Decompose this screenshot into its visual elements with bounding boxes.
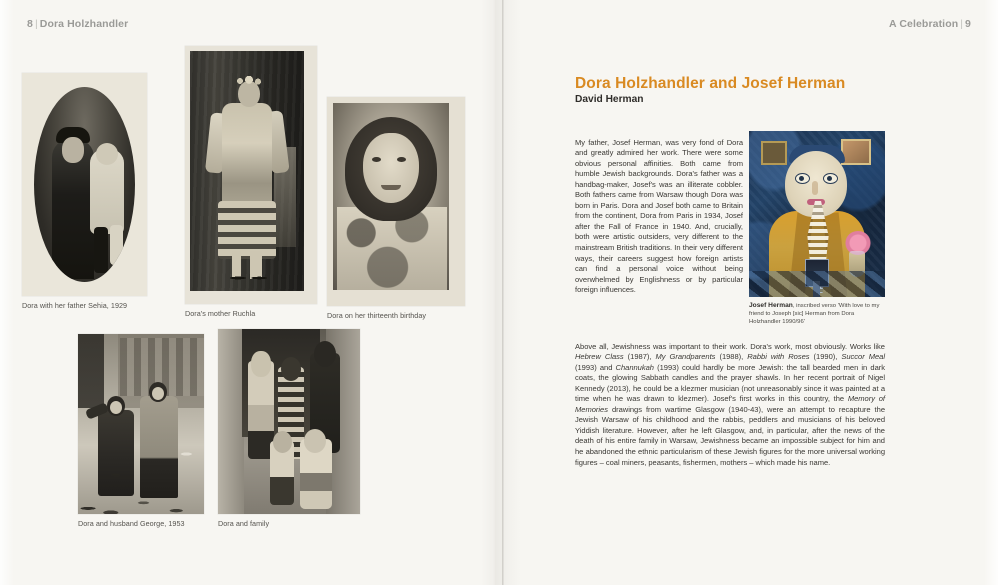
wall-left [218, 329, 244, 514]
body-text-run: (1990), [809, 352, 842, 362]
photo-inner [218, 329, 360, 514]
figure-dora-and-family [218, 329, 360, 529]
portrait-pupil-right [827, 176, 832, 181]
child-head-3 [273, 431, 292, 453]
body-paragraph-1: My father, Josef Herman, was very fond of Dora and greatly admired her work. There were some obvious personal affinities. Both came from humble Jewish backgrounds. Dora's father was a handbag-maker, Josef's was an illiterate cobbler. Both fathers came from Warsaw though Dora was born in Paris. Dora and Josef both came to Britain from the continent, Dora from Paris in 1934, Josef after the Fall of France in 1940. And, crucially, both were artistic outsiders, very different to the mainstream British traditions. In their very different ways, their careers suggest how foreign artists can find a personal voice without being overwhelmed by Englishness or by particular foreign influences. [575, 137, 743, 295]
child-leg-right [110, 225, 123, 265]
caption-doras-mother: Dora's mother Ruchla [185, 309, 256, 318]
caption-dora-and-husband-george: Dora and husband George, 1953 [78, 519, 185, 528]
caption-dora-and-family: Dora and family [218, 519, 270, 528]
body-text-run: (1988), [715, 352, 748, 362]
article-byline: David Herman [575, 94, 644, 105]
wall-picture-right [841, 139, 871, 165]
photo-dora-with-father [22, 73, 147, 296]
work-title: My Grandparents [655, 352, 716, 362]
body-text-run: Above all, Jewishness was important to their work. Dora's work, most obviously. Works like [575, 341, 885, 351]
running-head-rule-left: | [34, 18, 38, 30]
adult-head [314, 341, 336, 367]
photo-dora-thirteenth-birthday [327, 97, 465, 306]
body-paragraph-2 [575, 342, 885, 469]
figure-dora-with-father [22, 73, 147, 311]
running-head-title-left: Dora Holzhandler [39, 18, 129, 30]
eye-right [397, 157, 406, 162]
man-face [152, 387, 164, 400]
father-face [62, 137, 84, 163]
flower-wreath [234, 75, 264, 87]
work-title: Rabbi with Roses [747, 352, 810, 362]
figure-dora-thirteenth-birthday [327, 97, 465, 321]
woman-face [110, 401, 122, 414]
work-title: Memory of Memories [575, 394, 885, 414]
work-title: Hebrew Class [575, 352, 624, 362]
figure-shoes [228, 273, 268, 283]
work-title: Channukah [615, 362, 654, 372]
tiled-floor [749, 271, 885, 297]
girl-face [363, 133, 419, 203]
body-text-run: drawings from wartime Glasgow (1940-43), were an attempt to recapture the Jewish Warsaw of his childhood and the rabbis, peddlers and musicians of his beloved Yiddish literature. However, after he left Glasgow, and, in particular, after the news of the death of his entire family in Warsaw, Jewishness became an impossible subject for him and he abandoned the ethnic particularism of these Jewish figures for the more universal working figures – coal miners, peasants, fishermen, mothers – which made his name. [575, 404, 885, 467]
photo-dora-and-husband-george [78, 334, 204, 514]
portrait-pupil-left [799, 176, 804, 181]
running-head-right [889, 18, 971, 30]
photo-inner [190, 51, 304, 291]
folio-right: 9 [965, 18, 971, 30]
figure-josef-herman-painting [749, 131, 885, 327]
figure-dora-and-husband-george [78, 334, 204, 529]
body-text-run: (1993) and [575, 362, 616, 372]
caption-painting-rest: , inscribed verso 'With love to my friend to Joseph [sic] Herman from Dora Holzhandler 1990/96' [749, 303, 880, 326]
painting-josef-herman [749, 131, 885, 297]
photo-inner [333, 103, 449, 290]
photo-dora-and-family [218, 329, 360, 514]
child-head-2 [281, 357, 301, 381]
photo-inner [78, 334, 204, 514]
oval-vignette [34, 87, 135, 282]
photo-doras-mother [185, 46, 317, 304]
work-title: Succor Meal [841, 352, 886, 362]
running-head-title-right: A Celebration [889, 18, 959, 30]
eye-left [372, 157, 381, 162]
body-text-run: (1987), [623, 352, 656, 362]
running-head-rule-right: | [960, 18, 964, 30]
wall-picture-left [761, 141, 787, 165]
child-leg-left [94, 227, 108, 273]
running-head-left [27, 18, 128, 30]
portrait-nose [812, 181, 818, 195]
caption-dora-with-father: Dora with her father Sehia, 1929 [22, 301, 128, 310]
child-head-1 [251, 351, 271, 377]
child-head-4 [304, 429, 326, 453]
pigeons-upper [78, 444, 204, 484]
article-title: Dora Holzhandler and Josef Herman [575, 75, 846, 93]
figure-doras-mother [185, 46, 317, 319]
body-text-run: (1993) could hardly be more Jewish: the tall bearded men in dark coats, the glowing Sabbath candles and the prayer shawls. In her recent portrait of Nigel Kennedy (2013), he could be a klezmer musician (not unreasonably since it was painted at a time when he was drawn to klezmer). Josef's first works in this country, the [575, 362, 885, 404]
folio-left: 8 [27, 18, 33, 30]
mouth-shape [381, 185, 401, 190]
caption-dora-thirteenth-birthday: Dora on her thirteenth birthday [327, 311, 427, 320]
caption-painting-title: Josef Herman [749, 302, 793, 309]
caption-josef-herman-painting [749, 302, 885, 327]
pigeons-lower [78, 486, 204, 514]
child-head [96, 143, 118, 165]
